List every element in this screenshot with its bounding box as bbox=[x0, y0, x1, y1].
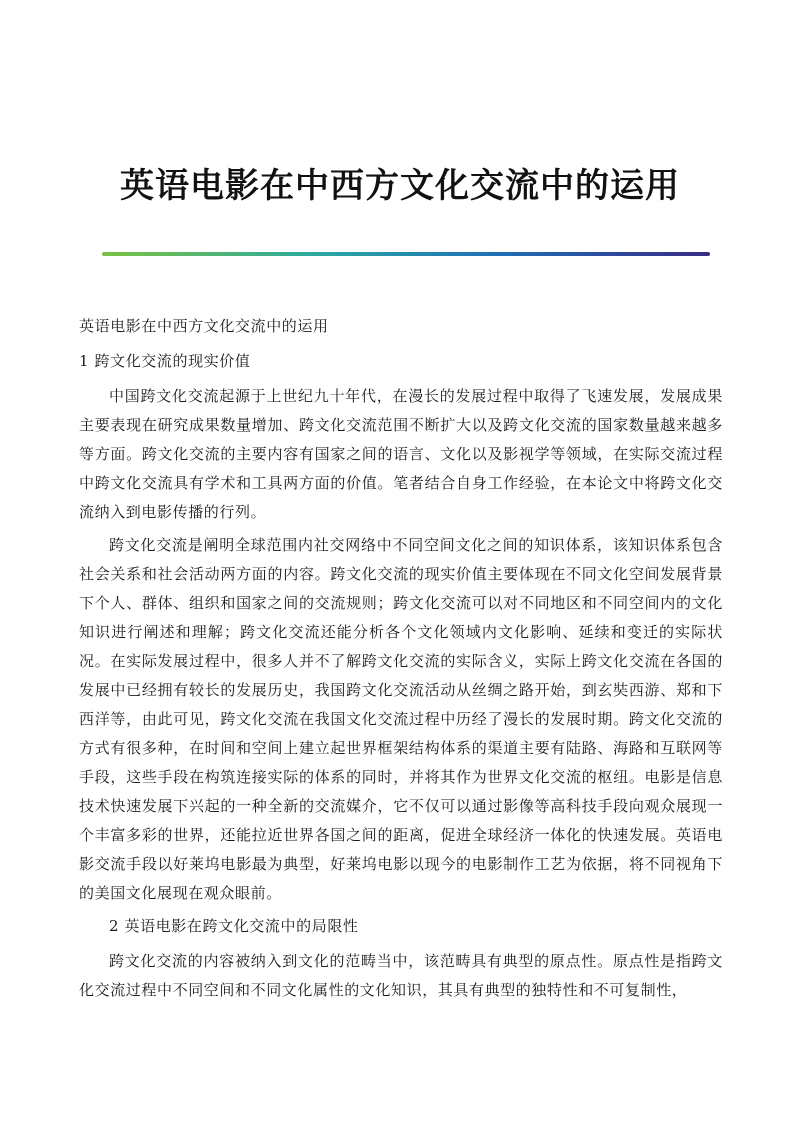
paragraph-3: 跨文化交流的内容被纳入到文化的范畴当中，该范畴具有典型的原点性。原点性是指跨文化交流过程中不同空间和不同文化属性的文化知识，其具有典型的独特性和不可复制性， bbox=[79, 952, 723, 999]
section-heading-1: 1 跨文化交流的现实价值 bbox=[79, 352, 251, 370]
subtitle-line: 英语电影在中西方文化交流中的运用 bbox=[79, 317, 329, 335]
paragraph-1: 中国跨文化交流起源于上世纪九十年代，在漫长的发展过程中取得了飞速发展，发展成果主要表现在研究成果数量增加、跨文化交流范围不断扩大以及跨文化交流的国家数量越来越多等方面。跨文化交流的主要内容有国家之间的语言、文化以及影视学等领域，在实际交流过程中跨文化交流具有学术和工具两方面的价值。笔者结合自身工作经验，在本论文中将跨文化交流纳入到电影传播的行列。 bbox=[79, 387, 723, 521]
section-heading-2: 2 英语电影在跨文化交流中的局限性 bbox=[109, 917, 359, 935]
document-title: 英语电影在中西方文化交流中的运用 bbox=[120, 166, 680, 206]
paragraph-2: 跨文化交流是阐明全球范围内社交网络中不同空间文化之间的知识体系，该知识体系包含社会关系和社会活动两方面的内容。跨文化交流的现实价值主要体现在不同文化空间发展背景下个人、群体、组织和国家之间的交流规则；跨文化交流可以对不同地区和不同空间内的文化知识进行阐述和理解；跨文化交流还能分析各个文化领域内文化影响、延续和变迁的实际状况。在实际发展过程中，很多人并不了解跨文化交流的实际含义，实际上跨文化交流在各国的发展中已经拥有较长的发展历史，我国跨文化交流活动从丝绸之路开始，到玄奘西游、郑和下西洋等，由此可见，跨文化交流在我国文化交流过程中历经了漫长的发展时期。跨文化交流的方式有很多种，在时间和空间上建立起世界框架结构体系的渠道主要有陆路、海路和互联网等手段，这些手段在构筑连接实际的体系的同时，并将其作为世界文化交流的枢纽。电影是信息技术快速发展下兴起的一种全新的交流媒介，它不仅可以通过影像等高科技手段向观众展现一个丰富多彩的世界，还能拉近世界各国之间的距离，促进全球经济一体化的快速发展。英语电影交流手段以好莱坞电影最为典型，好莱坞电影以现今的电影制作工艺为依据，将不同视角下的美国文化展现在观众眼前。 bbox=[79, 536, 723, 902]
title-divider bbox=[102, 252, 710, 256]
document-body bbox=[79, 312, 723, 1009]
